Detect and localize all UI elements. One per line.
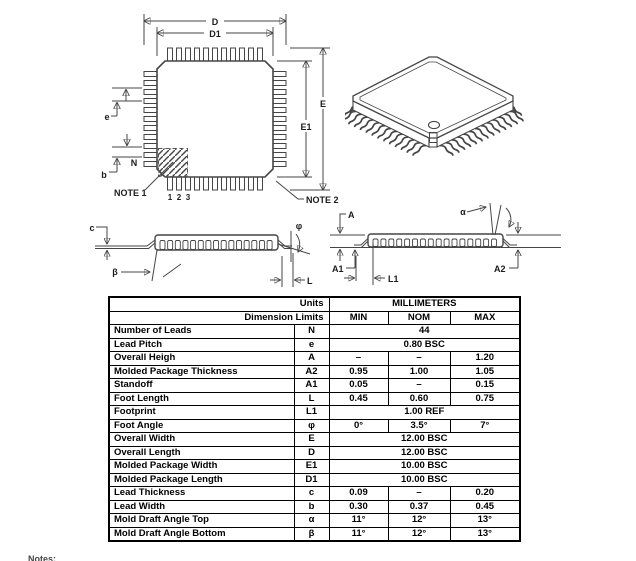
spec-row [109,473,520,487]
dimension-name: Foot Length [109,392,294,406]
dim-c [89,223,107,260]
side-view-right-drawing [325,193,570,293]
dim-D-label: D [211,17,219,27]
dimension-name: Molded Package Length [109,473,294,487]
dim-alpha-label: α [460,207,466,217]
spec-row [109,406,520,420]
right-foot [503,239,517,248]
dimension-nom: 12° [388,514,450,528]
spec-row [109,419,520,433]
pin-number-2: 2 [176,193,182,202]
dimension-name: Molded Package Width [109,460,294,474]
top-view-drawing [85,0,345,206]
dim-c-label: c [89,223,95,233]
dimension-nom: – [388,379,450,393]
dimension-min: 0.30 [329,500,388,514]
note1-label: NOTE 1 [114,188,147,198]
dimension-symbol: N [294,325,329,339]
dimension-min: 11° [329,527,388,541]
dimension-name: Mold Draft Angle Top [109,514,294,528]
notes-label: Notes: [28,554,57,561]
dimension-min: 0.09 [329,487,388,501]
pin1-dimple [429,121,440,128]
dimension-nom: – [388,487,450,501]
spec-row [109,527,520,541]
pin-number-3: 3 [185,193,191,202]
dimension-value-span: 0.80 BSC [329,338,520,352]
left-foot [354,239,368,248]
dimension-name: Molded Package Thickness [109,365,294,379]
dimension-max: 0.20 [450,487,520,501]
dimension-symbol: A2 [294,365,329,379]
dimension-symbol: L [294,392,329,406]
dim-E [290,48,330,190]
spec-row [109,325,520,339]
dimension-min: – [329,352,388,366]
dimension-max: 13° [450,514,520,528]
dimension-name: Lead Width [109,500,294,514]
dimension-name: Overall Heigh [109,352,294,366]
dimension-name: Mold Draft Angle Bottom [109,527,294,541]
spec-row [109,433,520,447]
side-body [368,234,503,247]
dimension-name: Foot Angle [109,419,294,433]
lead-bumps [160,241,272,250]
spec-row [109,514,520,528]
dimension-symbol: A [294,352,329,366]
isometric-view-drawing [345,45,570,195]
dimension-value-span: 10.00 BSC [329,460,520,474]
dimension-nom: 1.00 [388,365,450,379]
dimension-name: Lead Thickness [109,487,294,501]
dimension-symbol: L1 [294,406,329,420]
units-value: MILLIMETERS [329,297,520,311]
dim-E1-label: E1 [300,122,312,132]
dimension-max: 0.15 [450,379,520,393]
dimension-nom: – [388,352,450,366]
dimension-min: 11° [329,514,388,528]
note2-label: NOTE 2 [306,195,339,205]
dim-e-pitch [104,88,142,122]
dimension-max: 1.05 [450,365,520,379]
spec-row [109,392,520,406]
spec-row [109,338,520,352]
dimension-symbol: c [294,487,329,501]
dim-b [101,134,142,180]
dimension-symbol: A1 [294,379,329,393]
dimension-symbol: φ [294,419,329,433]
limits-row [109,311,520,325]
dimension-symbol: α [294,514,329,528]
spec-row [109,379,520,393]
dim-A1 [332,250,355,274]
spec-row [109,446,520,460]
col-header-min: MIN [329,311,388,325]
dimension-max: 7° [450,419,520,433]
dimension-nom: 3.5° [388,419,450,433]
dimension-max: 0.75 [450,392,520,406]
left-foot [95,240,155,249]
dimension-name: Lead Pitch [109,338,294,352]
dimension-symbol: b [294,500,329,514]
dimension-nom: 0.37 [388,500,450,514]
col-header-max: MAX [450,311,520,325]
dim-A-label: A [348,210,355,220]
dimension-min: 0.45 [329,392,388,406]
dimension-value-span: 12.00 BSC [329,433,520,447]
dimension-name: Standoff [109,379,294,393]
dimension-symbol: e [294,338,329,352]
dim-L1-label: L1 [388,274,399,284]
pin-number-1: 1 [167,193,173,202]
dim-e-label: e [104,112,110,122]
dimension-nom: 0.60 [388,392,450,406]
dim-alpha [460,203,511,235]
dimension-min: 0° [329,419,388,433]
spec-row [109,487,520,501]
limits-label: Dimension Limits [109,311,329,325]
dimension-value-span: 1.00 REF [329,406,520,420]
dimension-symbol: β [294,527,329,541]
dimension-name: Number of Leads [109,325,294,339]
dimension-name: Footprint [109,406,294,420]
dim-beta-label: β [112,267,118,277]
dimension-max: 0.45 [450,500,520,514]
dim-L-label: L [307,276,313,286]
dim-phi-label: φ [295,221,303,231]
dimension-name: Overall Width [109,433,294,447]
col-header-nom: NOM [388,311,450,325]
dimension-name: Overall Length [109,446,294,460]
dim-b-label: b [101,170,107,180]
lead-bumps [373,239,497,247]
dimension-max: 13° [450,527,520,541]
dim-beta [112,250,181,281]
dim-L1 [344,243,399,285]
dimension-min: 0.95 [329,365,388,379]
dimension-value-span: 10.00 BSC [329,473,520,487]
units-row [109,297,520,311]
spec-row [109,365,520,379]
dimension-symbol: E [294,433,329,447]
dimensions-table [108,296,521,542]
dim-phi [278,221,310,262]
dimension-max: 1.20 [450,352,520,366]
spec-row [109,460,520,474]
pin-n-label: N [130,158,138,168]
dimension-symbol: D1 [294,473,329,487]
dimension-symbol: E1 [294,460,329,474]
dim-D1-label: D1 [209,29,221,39]
dimension-value-span: 12.00 BSC [329,446,520,460]
dimension-value-span: 44 [329,325,520,339]
spec-row [109,352,520,366]
dimension-nom: 12° [388,527,450,541]
dimension-min: 0.05 [329,379,388,393]
dim-E-label: E [319,99,327,109]
dimension-symbol: D [294,446,329,460]
dim-A2-label: A2 [494,264,506,274]
dim-A1-label: A1 [332,264,344,274]
units-label: Units [109,297,329,311]
spec-row [109,500,520,514]
side-view-left-drawing [88,210,323,295]
